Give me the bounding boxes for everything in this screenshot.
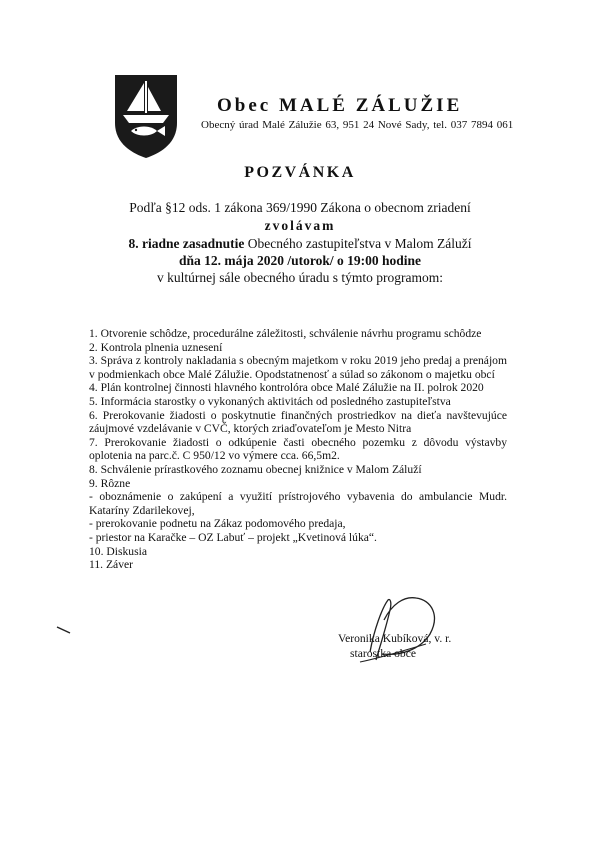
agenda-item: 1. Otvorenie schôdze, procedurálne záležitosti, schválenie návrhu programu schôdze xyxy=(89,327,482,340)
agenda-item: 7. Prerokovanie žiadosti o odkúpenie časti obecného pozemku z dôvodu výstavby oplotenia na parc.č. C 950/12 vo výmere cca. 66,5m2. xyxy=(89,435,507,463)
agenda-item: 5. Informácia starostky o vykonaných aktivitách od posledného zastupiteľstva xyxy=(89,394,451,408)
agenda-item: 3. Správa z kontroly nakladania s obecným majetkom v roku 2019 jeho predaj a prenájom v podmienkach obce Malé Zálužie. Opodstatnenosť a súlad so zákonom o majetku obcí xyxy=(89,354,507,381)
agenda-item: 10. Diskusia xyxy=(89,544,147,558)
municipal-coat-of-arms-icon xyxy=(113,73,179,159)
agenda-item: 9. Rôzne xyxy=(89,476,131,490)
meeting-venue: v kultúrnej sále obecného úradu s týmto programom: xyxy=(156,270,444,285)
agenda-item: 2. Kontrola plnenia uznesení xyxy=(89,340,223,354)
law-reference: Podľa §12 ods. 1 zákona 369/1990 Zákona o obecnom zriadení xyxy=(129,200,471,215)
office-contact-line: Obecný úrad Malé Zálužie 63, 951 24 Nové Sady, tel. 037 7894 061 xyxy=(201,119,514,131)
document-title: POZVÁNKA xyxy=(244,164,356,181)
agenda-subitem: - oboznámenie o zakúpení a využití prístrojového vybavenia do ambulancie Mudr. Kataríny Zdarilekovej, xyxy=(89,490,507,517)
meeting-date-time: dňa 12. mája 2020 /utorok/ o 19:00 hodine xyxy=(178,253,422,268)
agenda-item: 8. Schválenie prírastkového zoznamu obecnej knižnice v Malom Záluží xyxy=(89,462,422,476)
agenda-subitem: - priestor na Karačke – OZ Labuť – projekt „Kvetinová lúka“. xyxy=(89,530,377,544)
signer-role: starostka obce xyxy=(350,647,416,660)
agenda-item: 4. Plán kontrolnej činnosti hlavného kontrolóra obce Malé Zálužie na II. polrok 2020 xyxy=(89,381,484,395)
municipality-title: Obec MALÉ ZÁLUŽIE xyxy=(217,95,463,116)
signer-name: Veronika Kubíková, v. r. xyxy=(338,632,452,645)
agenda-item: 6. Prerokovanie žiadosti o poskytnutie finančných prostriedkov na dieťa navštevujúce záujmové vzdelávanie v CVČ, ktorých zriaďovateľom je Mesto Nitra xyxy=(89,408,507,436)
convene-word: zvolávam xyxy=(264,218,336,233)
agenda-subitem: - prerokovanie podnetu na Zákaz podomového predaja, xyxy=(89,517,346,531)
meeting-line xyxy=(0,236,600,252)
meeting-body: Obecného zastupiteľstva v Malom Záluží xyxy=(244,236,472,251)
agenda-item: 11. Záver xyxy=(89,558,133,572)
scan-mark-icon xyxy=(56,625,72,635)
agenda-list xyxy=(89,327,507,572)
meeting-number: 8. riadne zasadnutie xyxy=(128,236,245,251)
